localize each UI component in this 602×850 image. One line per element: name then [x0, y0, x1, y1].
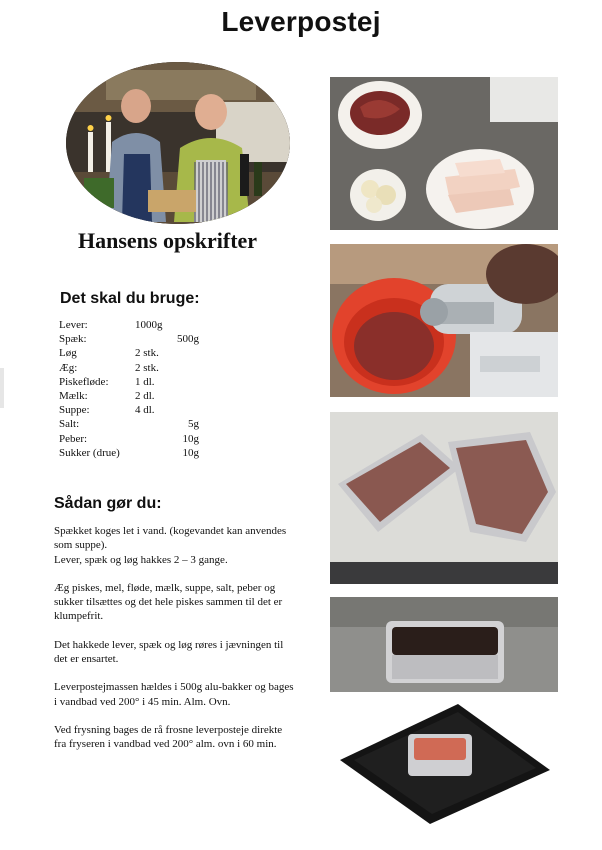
- ingredient-name: Sukker (drue): [59, 446, 120, 459]
- ingredient-qty: 500g: [177, 333, 199, 346]
- ingredient-name: Piskefløde:: [59, 375, 109, 388]
- ingredient-qty: 2 stk.: [135, 361, 159, 374]
- method-step: Leverpostejmassen hældes i 500g alu-bakker og bages i vandbad ved 200° i 45 min. Alm. Ovn.: [54, 681, 294, 708]
- ingredient-qty: 4 dl.: [135, 404, 155, 417]
- ingredients-heading: Det skal du bruge:: [60, 290, 200, 307]
- ingredient-row: [59, 403, 199, 417]
- ingredient-name: Peber:: [59, 432, 88, 445]
- ingredient-row: [59, 375, 199, 389]
- method-heading: Sådan gør du:: [54, 495, 162, 512]
- foil-trays-raw-photo: [330, 412, 558, 584]
- ingredient-name: Løg: [59, 347, 77, 360]
- cooks-portrait-photo: [66, 62, 290, 224]
- ingredient-name: Suppe:: [59, 404, 90, 417]
- ingredients-list: [59, 318, 199, 460]
- brand-name: Hansens opskrifter: [78, 228, 258, 253]
- method-step: Æg piskes, mel, fløde, mælk, suppe, salt, peber og sukker tilsættes og det hele piskes sammen til det er klumpefrit.: [54, 581, 283, 623]
- ingredient-name: Mælk:: [59, 390, 88, 403]
- ingredient-row: [59, 332, 199, 346]
- ingredient-row: [59, 346, 199, 360]
- ingredient-row: [59, 446, 199, 460]
- ingredient-name: Salt:: [59, 418, 80, 431]
- method-step: Ved frysning bages de rå frosne leverposteje direkte fra fryseren i vandbad ved 200° alm. ovn i 60 min.: [54, 723, 283, 751]
- ingredient-qty: 10g: [182, 432, 199, 445]
- ingredient-name: Spæk:: [59, 333, 87, 346]
- ingredient-qty: 1 dl.: [135, 375, 155, 388]
- ingredient-row: [59, 361, 199, 375]
- page-title: Leverpostej: [221, 6, 381, 37]
- ingredient-row: [59, 389, 199, 403]
- ingredient-qty: 5g: [188, 418, 199, 431]
- ingredient-name: Æg:: [59, 361, 78, 374]
- ingredient-qty: 1000g: [135, 319, 163, 331]
- ingredient-row: [59, 417, 199, 431]
- baked-pate-photo: [330, 597, 558, 692]
- method-step: Det hakkede lever, spæk og løg røres i jævningen til det er ensartet.: [54, 638, 284, 666]
- ingredient-qty: 2 dl.: [135, 390, 155, 403]
- pate-on-tray-photo: [330, 704, 558, 824]
- ingredient-row: [59, 318, 199, 332]
- meat-grinder-photo: [330, 244, 558, 397]
- page-edge-mark: [0, 368, 4, 408]
- ingredient-row: [59, 432, 199, 446]
- method-step: Spækket koges let i vand. (kogevandet kan anvendes som suppe). Lever, spæk og løg hakkes 2 – 3 gange.: [54, 525, 287, 566]
- ingredient-name: Lever:: [59, 319, 88, 331]
- raw-ingredients-photo: [330, 77, 558, 230]
- ingredient-qty: 2 stk.: [135, 347, 159, 360]
- method-steps: [54, 524, 294, 752]
- ingredient-qty: 10g: [182, 446, 199, 459]
